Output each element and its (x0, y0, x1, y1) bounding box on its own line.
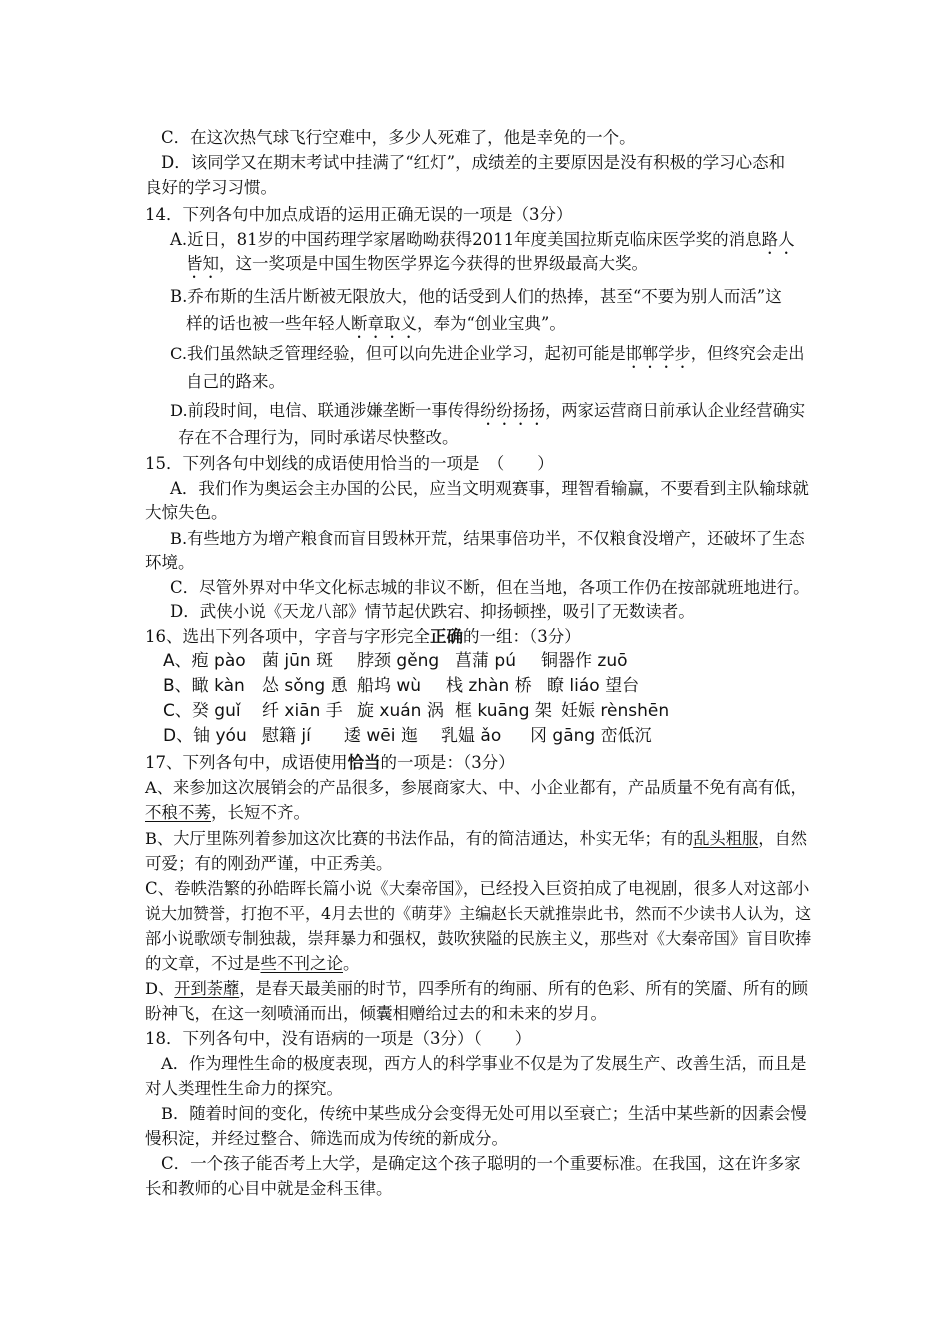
q17-option-a-line1: A、来参加这次展销会的产品很多，参展商家大、中、小企业都有，产品质量不免有高有低， (145, 778, 807, 797)
q13-option-c: C．在这次热气球飞行空难中，多少人死难了，他是幸免的一个。 (161, 128, 636, 147)
exam-page: C．在这次热气球飞行空难中，多少人死难了，他是幸免的一个。 D．该同学又在期末考试中挂满了“红灯”，成绩差的主要原因是没有积极的学习心态和 良好的学习习惯。 14．下列各句中加点成语的运用正确无误的一项是（3分） A.近日，81岁的中国药理学家屠呦呦获得2011年度美国拉斯克临床医学奖的消息路人 皆知，这一奖项是中国生物医学界迄今获得的世界级最高大奖。 B.乔布斯的生活片断被无限放大，他的话受到人们的热捧，甚至“不要为别人而活”这 样的话也被一些年轻人断章取义，奉为“创业宝典”。 C.我们虽然缺乏管理经验，但可以向先进企业学习，起初可能是邯郸学步，但终究会走出 自己的路来。 D.前段时间，电信、联通涉嫌垄断一事传得纷纷扬扬，两家运营商日前承认企业经营确实 存在不合理行为，同时承诺尽快整改。 15．下列各句中划线的成语使用恰当的一项是 （ ） A．我们作为奥运会主办国的公民，应当文明观赛事，理智看输赢，不要看到主队输球就 大惊失色。 B.有些地方为增产粮食而盲目毁林开荒，结果事倍功半，不仅粮食没增产，还破坏了生态 环境。 C．尽管外界对中华文化标志城的非议不断，但在当地，各项工作仍在按部就班地进行。 D．武侠小说《天龙八部》情节起伏跌宕、抑扬顿挫，吸引了无数读者。 16、选出下列各项中，字音与字形完全正确的一组：（3分） A、疱 pào 菌 jūn 斑 脖颈 gěng 菖蒲 pú 铜器作 zuō B、瞰 kàn 怂 sǒng 恿 船坞 wù 栈 zhàn 桥 瞭 liáo 望台 C、癸 guǐ 纤 xiān 手 旋 xuán 涡 框 kuāng 架 妊娠 rènshēn D、铀 yóu 慰籍 jí 逶 wēi 迤 乳媪 ǎo 冈 gāng 峦低沉 17、下列各句中，成语使用恰当的一项是：（3分） A、来参加这次展销会的产品很多，参展商家大、中、小企业都有，产品质量不免有高有低， 不稂不莠，长短不齐。 B、大厅里陈列着参加这次比赛的书法作品，有的简洁通达，朴实无华；有的乱头粗服，自然 可爱；有的刚劲严谨，中正秀美。 C、卷帙浩繁的孙皓晖长篇小说《大秦帝国》，已经投入巨资拍成了电视剧，很多人对这部小 说大加赞誉，打抱不平，4月去世的《萌芽》主编赵长天就推崇此书，然而不少读书人认为，这 部小说歌颂专制独裁，崇拜暴力和强权，鼓吹狭隘的民族主义，那些对《大秦帝国》盲目吹捧 的文章，不过是些不刊之论。 D、开到荼蘼，是春天最美丽的时节，四季所有的绚丽、所有的色彩、所有的笑靥、所有的顾 盼神飞，在这一刻喷涌而出，倾囊相赠给过去的和未来的岁月。 18．下列各句中，没有语病的一项是（3分）（ ） A．作为理性生命的极度表现，西方人的科学事业不仅是为了发展生产、改善生活，而且是 对人类理性生命力的探究。 B．随着时间的变化，传统中某些成分会变得无处可用以至衰亡；生活中某些新的因素会慢 慢积淀，并经过整合、筛选而成为传统的新成分。 C．一个孩子能否考上大学，是确定这个孩子聪明的一个重要标准。在我国，这在许多家 长和教师的心目中就是金科玉律。 (145, 128, 812, 1198)
q14-option-a-line2: 皆知，这一奖项是中国生物医学界迄今获得的世界级最高大奖。 (186, 254, 648, 273)
underlined-idiom: 开到荼蘼 (174, 979, 240, 998)
q17-stem: 17、下列各句中，成语使用恰当的一项是：（3分） (145, 753, 515, 772)
dotted-idiom: 皆知 (186, 254, 219, 273)
q15-option-c: C．尽管外界对中华文化标志城的非议不断，但在当地，各项工作仍在按部就班地进行。 (170, 578, 810, 597)
q18-option-c-line1: C．一个孩子能否考上大学，是确定这个孩子聪明的一个重要标准。在我国，这在许多家 (161, 1154, 801, 1173)
dotted-idiom: 邯郸学步 (625, 344, 691, 363)
q15-option-a-line2: 大惊失色。 (145, 503, 228, 522)
q13-option-d-line1: D．该同学又在期末考试中挂满了“红灯”，成绩差的主要原因是没有积极的学习心态和 (161, 153, 786, 172)
q18-option-b-line2: 慢积淀，并经过整合、筛选而成为传统的新成分。 (145, 1129, 508, 1148)
q17-option-c-line2: 说大加赞誉，打抱不平，4月去世的《萌芽》主编赵长天就推崇此书，然而不少读书人认为，这 (145, 904, 812, 923)
q18-option-a-line1: A．作为理性生命的极度表现，西方人的科学事业不仅是为了发展生产、改善生活，而且是 (161, 1054, 807, 1073)
q14-option-c-line2: 自己的路来。 (186, 372, 285, 391)
q14-stem: 14．下列各句中加点成语的运用正确无误的一项是（3分） (145, 205, 573, 224)
underlined-idiom: 不稂不莠 (145, 803, 211, 822)
q14-option-a-line1: A.近日，81岁的中国药理学家屠呦呦获得2011年度美国拉斯克临床医学奖的消息路人 (170, 230, 795, 249)
q14-option-b-line2: 样的话也被一些年轻人断章取义，奉为“创业宝典”。 (186, 314, 566, 333)
q14-option-c-line1: C.我们虽然缺乏管理经验，但可以向先进企业学习，起初可能是邯郸学步，但终究会走出 (170, 344, 805, 363)
q14-option-b-line1: B.乔布斯的生活片断被无限放大，他的话受到人们的热捧，甚至“不要为别人而活”这 (170, 287, 782, 306)
q17-option-c-line3: 部小说歌颂专制独裁，崇拜暴力和强权，鼓吹狭隘的民族主义，那些对《大秦帝国》盲目吹捧 (145, 929, 812, 948)
underlined-idiom: 些不刊之论 (260, 954, 343, 973)
q15-option-b-line2: 环境。 (145, 553, 195, 572)
q13-option-d-line2: 良好的学习习惯。 (145, 178, 277, 197)
q15-option-d: D．武侠小说《天龙八部》情节起伏跌宕、抑扬顿挫，吸引了无数读者。 (170, 602, 695, 621)
dotted-idiom: 路人 (761, 230, 795, 249)
underlined-idiom: 乱头粗服 (693, 829, 759, 848)
q18-option-b-line1: B．随着时间的变化，传统中某些成分会变得无处可用以至衰亡；生活中某些新的因素会慢 (161, 1104, 807, 1123)
q17-option-d-line1: D、开到荼蘼，是春天最美丽的时节，四季所有的绚丽、所有的色彩、所有的笑靥、所有的顾 (145, 979, 809, 998)
q18-stem: 18．下列各句中，没有语病的一项是（3分）（ ） (145, 1029, 532, 1048)
q15-option-b-line1: B.有些地方为增产粮食而盲目毁林开荒，结果事倍功半，不仅粮食没增产，还破坏了生态 (170, 529, 805, 548)
q17-option-b-line2: 可爱；有的刚劲严谨，中正秀美。 (145, 854, 393, 873)
q14-option-d-line1: D.前段时间，电信、联通涉嫌垄断一事传得纷纷扬扬，两家运营商日前承认企业经营确实 (170, 401, 806, 420)
dotted-idiom: 纷纷扬扬 (480, 401, 546, 420)
q17-option-d-line2: 盼神飞，在这一刻喷涌而出，倾囊相赠给过去的和未来的岁月。 (145, 1004, 607, 1023)
q17-option-a-line2: 不稂不莠，长短不齐。 (145, 803, 310, 822)
q18-option-c-line2: 长和教师的心目中就是金科玉律。 (145, 1179, 393, 1198)
dotted-idiom: 断章取义 (351, 314, 417, 333)
q17-option-c-line1: C、卷帙浩繁的孙皓晖长篇小说《大秦帝国》，已经投入巨资拍成了电视剧，很多人对这部小 (145, 879, 810, 898)
q17-option-b-line1: B、大厅里陈列着参加这次比赛的书法作品，有的简洁通达，朴实无华；有的乱头粗服，自然 (145, 829, 807, 848)
q14-option-d-line2: 存在不合理行为，同时承诺尽快整改。 (178, 428, 459, 447)
q16-stem: 16、选出下列各项中，字音与字形完全正确的一组：（3分） (145, 627, 581, 646)
q17-option-c-line4: 的文章，不过是些不刊之论。 (145, 954, 360, 973)
q18-option-a-line2: 对人类理性生命力的探究。 (145, 1079, 343, 1098)
q15-option-a-line1: A．我们作为奥运会主办国的公民，应当文明观赛事，理智看输赢，不要看到主队输球就 (170, 479, 809, 498)
q15-stem: 15．下列各句中划线的成语使用恰当的一项是 （ ） (145, 454, 554, 473)
